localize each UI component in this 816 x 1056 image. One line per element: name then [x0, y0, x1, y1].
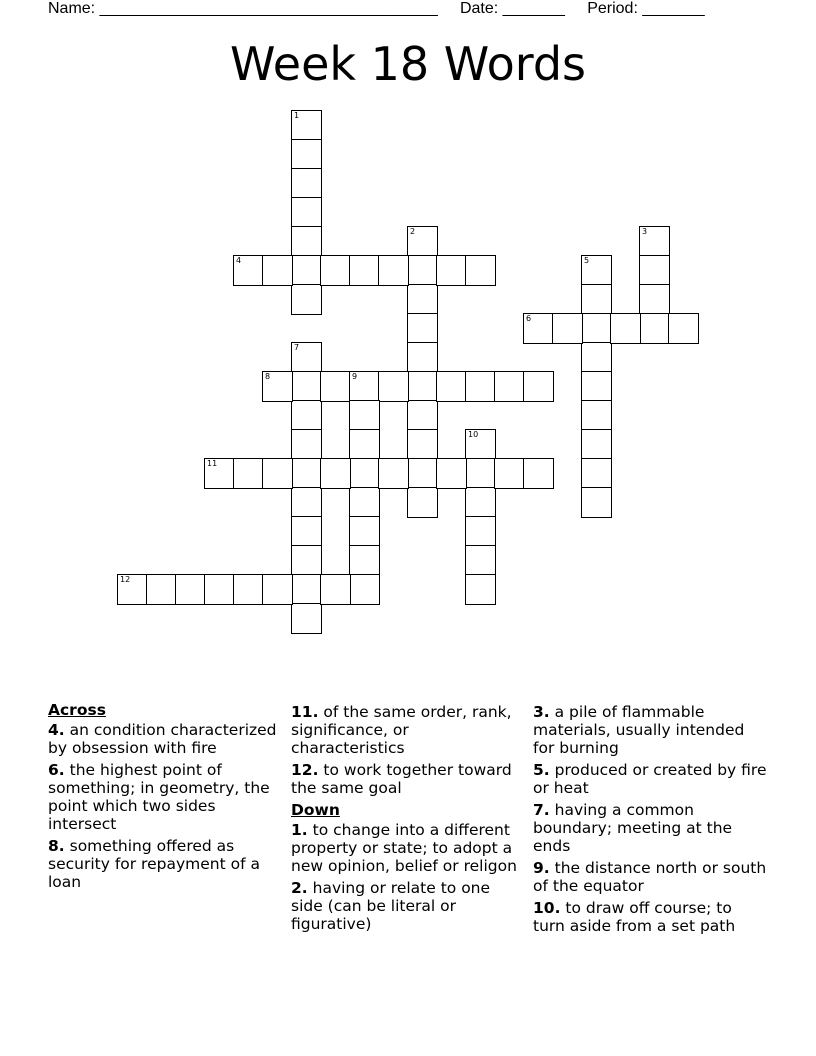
grid-cell[interactable]: [291, 226, 322, 257]
grid-cell[interactable]: [262, 458, 293, 489]
grid-cell[interactable]: [523, 371, 554, 402]
cell-number: 7: [294, 343, 300, 352]
clue-down-3: [533, 703, 768, 757]
clue-text: having or relate to one side (can be literal or figurative): [291, 879, 491, 933]
clue-number: 11.: [291, 703, 319, 721]
grid-cell[interactable]: [117, 574, 148, 605]
grid-cell[interactable]: [639, 255, 670, 286]
grid-cell[interactable]: [436, 371, 467, 402]
clue-number: 4.: [48, 721, 65, 739]
grid-cell[interactable]: [378, 255, 409, 286]
cell-number: 4: [236, 256, 242, 265]
grid-cell[interactable]: [465, 429, 496, 460]
grid-cell[interactable]: [291, 603, 322, 634]
grid-cell[interactable]: [639, 313, 670, 344]
grid-cell[interactable]: [436, 458, 467, 489]
grid-cell[interactable]: [465, 255, 496, 286]
grid-cell[interactable]: [291, 342, 322, 373]
name-label: Name:: [48, 0, 96, 17]
clue-down-1: [291, 821, 526, 875]
grid-cell[interactable]: [262, 255, 293, 286]
grid-cell[interactable]: [262, 371, 293, 402]
grid-cell[interactable]: [639, 284, 670, 315]
grid-cell[interactable]: [581, 284, 612, 315]
date-label: Date:: [459, 0, 499, 17]
grid-cell[interactable]: [291, 574, 322, 605]
grid-cell[interactable]: [204, 458, 235, 489]
grid-cell[interactable]: [291, 545, 322, 576]
clue-text: the highest point of something; in geometry, the point which two sides intersect: [48, 761, 270, 833]
grid-cell[interactable]: [668, 313, 699, 344]
grid-cell[interactable]: [291, 197, 322, 228]
grid-cell[interactable]: [233, 574, 264, 605]
across-heading: Across: [48, 701, 106, 719]
clue-number: 12.: [291, 761, 319, 779]
grid-cell[interactable]: [581, 255, 612, 286]
cell-number: 3: [642, 227, 648, 236]
grid-cell[interactable]: [407, 313, 438, 344]
grid-cell[interactable]: [407, 342, 438, 373]
cell-number: 10: [468, 430, 479, 439]
period-blank[interactable]: _______: [642, 0, 705, 17]
grid-cell[interactable]: [291, 168, 322, 199]
grid-cell[interactable]: [581, 458, 612, 489]
grid-cell[interactable]: [465, 487, 496, 518]
grid-cell[interactable]: [291, 458, 322, 489]
grid-cell[interactable]: [581, 487, 612, 518]
clue-across-8: [48, 837, 283, 891]
grid-cell[interactable]: [349, 574, 380, 605]
grid-cell[interactable]: [291, 139, 322, 170]
grid-cell[interactable]: [378, 371, 409, 402]
clue-text: having a common boundary; meeting at the ends: [533, 801, 733, 855]
clue-text: to change into a different property or state; to adopt a new opinion, belief or religon: [291, 821, 517, 875]
page-title: Week 18 Words: [229, 37, 586, 91]
clue-text: produced or created by fire or heat: [533, 761, 767, 797]
clue-text: to draw off course; to turn aside from a set path: [533, 899, 736, 935]
grid-cell[interactable]: [581, 371, 612, 402]
grid-cell[interactable]: [610, 313, 641, 344]
cell-number: 2: [410, 227, 416, 236]
clue-number: 6.: [48, 761, 65, 779]
grid-cell[interactable]: [581, 400, 612, 431]
grid-cell[interactable]: [262, 574, 293, 605]
grid-cell[interactable]: [233, 458, 264, 489]
cell-number: 9: [352, 372, 358, 381]
grid-cell[interactable]: [407, 429, 438, 460]
grid-cell[interactable]: [291, 487, 322, 518]
period-label: Period:: [587, 0, 638, 17]
clue-text: the distance north or south of the equator: [533, 859, 767, 895]
cell-number: 1: [294, 111, 300, 120]
grid-cell[interactable]: [349, 545, 380, 576]
clue-number: 1.: [291, 821, 308, 839]
clue-text: a pile of flammable materials, usually intended for burning: [533, 703, 745, 757]
clue-down-7: [533, 801, 768, 855]
grid-cell[interactable]: [552, 313, 583, 344]
clue-down-10: [533, 899, 768, 935]
grid-cell[interactable]: [233, 255, 264, 286]
grid-cell[interactable]: [523, 313, 554, 344]
clue-down-9: [533, 859, 768, 895]
clue-number: 9.: [533, 859, 550, 877]
grid-cell[interactable]: [349, 429, 380, 460]
clue-across-12: [291, 761, 526, 797]
grid-cell[interactable]: [639, 226, 670, 257]
grid-cell[interactable]: [378, 458, 409, 489]
grid-cell[interactable]: [204, 574, 235, 605]
grid-cell[interactable]: [291, 400, 322, 431]
grid-cell[interactable]: [291, 255, 322, 286]
grid-cell[interactable]: [465, 458, 496, 489]
clue-number: 7.: [533, 801, 550, 819]
grid-cell[interactable]: [320, 255, 351, 286]
grid-cell[interactable]: [407, 487, 438, 518]
grid-cell[interactable]: [349, 371, 380, 402]
grid-cell[interactable]: [349, 255, 380, 286]
cell-number: 11: [207, 459, 218, 468]
cell-number: 12: [120, 575, 131, 584]
clue-text: to work together toward the same goal: [291, 761, 512, 797]
clue-number: 5.: [533, 761, 550, 779]
clue-number: 2.: [291, 879, 308, 897]
grid-cell[interactable]: [175, 574, 206, 605]
grid-cell[interactable]: [349, 487, 380, 518]
grid-cell[interactable]: [320, 574, 351, 605]
grid-cell[interactable]: [581, 342, 612, 373]
clue-number: 3.: [533, 703, 550, 721]
cell-number: 8: [265, 372, 271, 381]
grid-cell[interactable]: [407, 458, 438, 489]
grid-cell[interactable]: [465, 516, 496, 547]
cell-number: 5: [584, 256, 590, 265]
grid-cell[interactable]: [523, 458, 554, 489]
grid-cell[interactable]: [465, 371, 496, 402]
grid-cell[interactable]: [349, 400, 380, 431]
clue-text: an condition characterized by obsession with fire: [48, 721, 277, 757]
grid-cell[interactable]: [291, 429, 322, 460]
clue-number: 10.: [533, 899, 561, 917]
grid-cell[interactable]: [320, 458, 351, 489]
grid-cell[interactable]: [494, 458, 525, 489]
clue-column-1: [48, 701, 283, 895]
grid-cell[interactable]: [407, 371, 438, 402]
clue-down-5: [533, 761, 768, 797]
grid-cell[interactable]: [146, 574, 177, 605]
clue-across-6: [48, 761, 283, 833]
grid-cell[interactable]: [320, 371, 351, 402]
grid-cell[interactable]: [581, 313, 612, 344]
grid-cell[interactable]: [407, 255, 438, 286]
clue-column-2: [291, 703, 526, 937]
grid-cell[interactable]: [581, 429, 612, 460]
clue-text: of the same order, rank, significance, or characteristics: [291, 703, 512, 757]
down-heading: Down: [291, 801, 340, 819]
clue-column-3: [533, 703, 768, 939]
grid-cell[interactable]: [291, 371, 322, 402]
grid-cell[interactable]: [407, 400, 438, 431]
name-blank[interactable]: ______________________________________: [99, 0, 438, 17]
clue-down-2: [291, 879, 526, 933]
grid-cell[interactable]: [465, 574, 496, 605]
cell-number: 6: [526, 314, 532, 323]
clue-text: something offered as security for repayment of a loan: [48, 837, 260, 891]
clue-number: 8.: [48, 837, 65, 855]
grid-cell[interactable]: [407, 226, 438, 257]
grid-cell[interactable]: [407, 284, 438, 315]
date-blank[interactable]: _______: [502, 0, 565, 17]
grid-cell[interactable]: [436, 255, 467, 286]
grid-cell[interactable]: [349, 516, 380, 547]
clue-across-11: [291, 703, 526, 757]
grid-cell[interactable]: [349, 458, 380, 489]
grid-cell[interactable]: [465, 545, 496, 576]
clue-across-4: [48, 721, 283, 757]
grid-cell[interactable]: [291, 110, 322, 141]
grid-cell[interactable]: [291, 516, 322, 547]
grid-cell[interactable]: [291, 284, 322, 315]
grid-cell[interactable]: [494, 371, 525, 402]
